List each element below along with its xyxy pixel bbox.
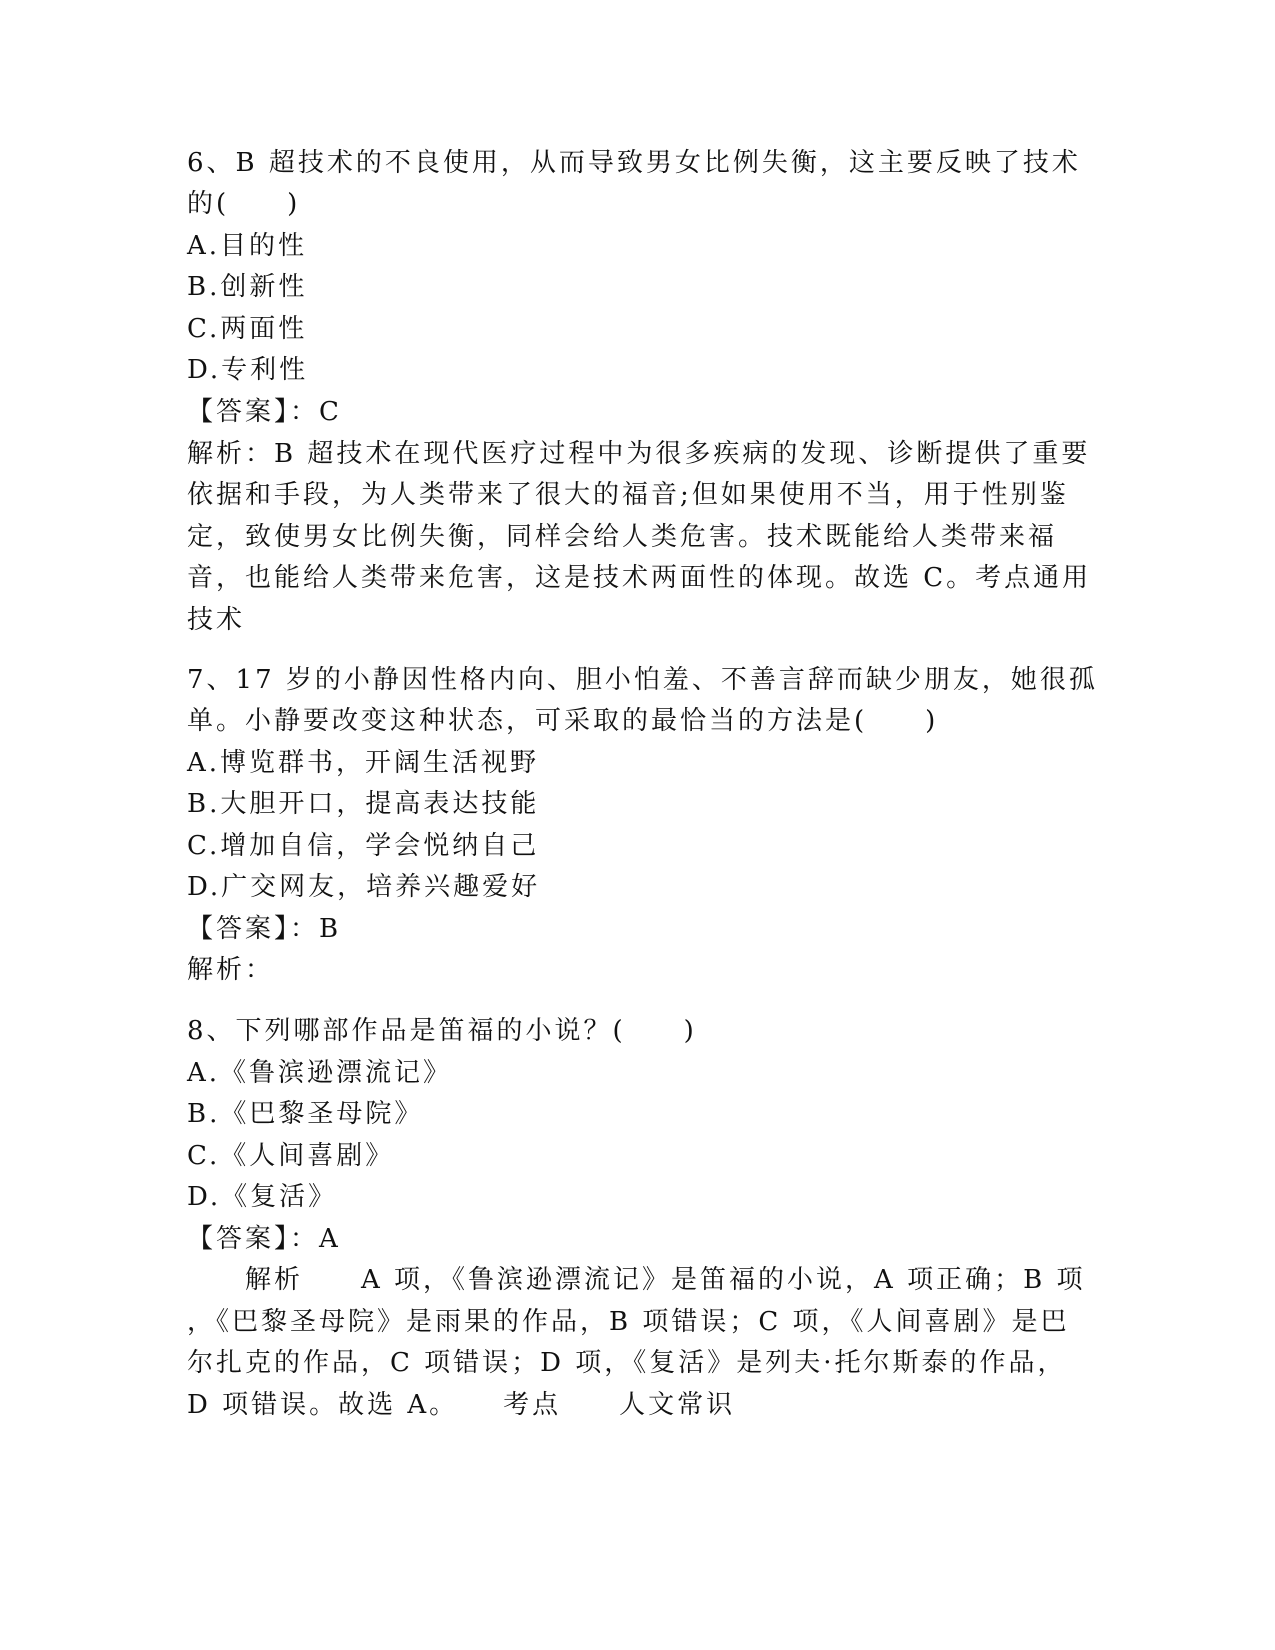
q7-option-a: A.博览群书，开阔生活视野: [187, 748, 540, 778]
q8-analysis-line-4: D 项错误。故选 A。 考点 人文常识: [187, 1390, 736, 1420]
q6-analysis-line-3: 定，致使男女比例失衡，同样会给人类危害。技术既能给人类带来福: [187, 522, 1058, 552]
q8-option-c: C.《人间喜剧》: [187, 1141, 395, 1171]
q8-analysis-line-3: 尔扎克的作品，C 项错误；D 项，《复活》是列夫·托尔斯泰的作品，: [187, 1348, 1067, 1378]
q6-analysis-line-2: 依据和手段，为人类带来了很大的福音;但如果使用不当，用于性别鉴: [187, 480, 1069, 510]
q7-stem-line-1: 7、17 岁的小静因性格内向、胆小怕羞、不善言辞而缺少朋友，她很孤: [187, 665, 1098, 695]
q8-option-b: B.《巴黎圣母院》: [187, 1099, 424, 1129]
q6-analysis-line-5: 技术: [187, 605, 246, 635]
q7-analysis-line-1: 解析：: [187, 955, 275, 985]
q8-stem-line-1: 8、下列哪部作品是笛福的小说？( ): [187, 1016, 697, 1046]
q8-option-d: D.《复活》: [187, 1182, 338, 1212]
q7-stem-line-2: 单。小静要改变这种状态，可采取的最恰当的方法是( ): [187, 706, 939, 736]
q6-option-c: C.两面性: [187, 314, 308, 344]
q7-option-c: C.增加自信，学会悦纳自己: [187, 831, 540, 861]
q6-option-d: D.专利性: [187, 355, 309, 385]
q6-option-a: A.目的性: [187, 231, 308, 261]
q6-option-b: B.创新性: [187, 272, 308, 302]
q6-answer: 【答案】：C: [187, 397, 342, 427]
q6-stem-line-2: 的( ): [187, 189, 301, 219]
q8-answer: 【答案】：A: [187, 1224, 341, 1254]
q8-option-a: A.《鲁滨逊漂流记》: [187, 1058, 453, 1088]
q8-analysis-line-1: 解析 A 项，《鲁滨逊漂流记》是笛福的小说，A 项正确；B 项: [187, 1265, 1086, 1295]
q8-analysis-line-2: ，《巴黎圣母院》是雨果的作品，B 项错误；C 项，《人间喜剧》是巴: [187, 1307, 1070, 1337]
q7-answer: 【答案】：B: [187, 914, 342, 944]
q6-stem-line-1: 6、B 超技术的不良使用，从而导致男女比例失衡，这主要反映了技术: [187, 148, 1081, 178]
q6-analysis-line-4: 音，也能给人类带来危害，这是技术两面性的体现。故选 C。考点通用: [187, 563, 1092, 593]
q7-option-d: D.广交网友，培养兴趣爱好: [187, 872, 541, 902]
q6-analysis-line-1: 解析：B 超技术在现代医疗过程中为很多疾病的发现、诊断提供了重要: [187, 439, 1091, 469]
q7-option-b: B.大胆开口，提高表达技能: [187, 789, 540, 819]
